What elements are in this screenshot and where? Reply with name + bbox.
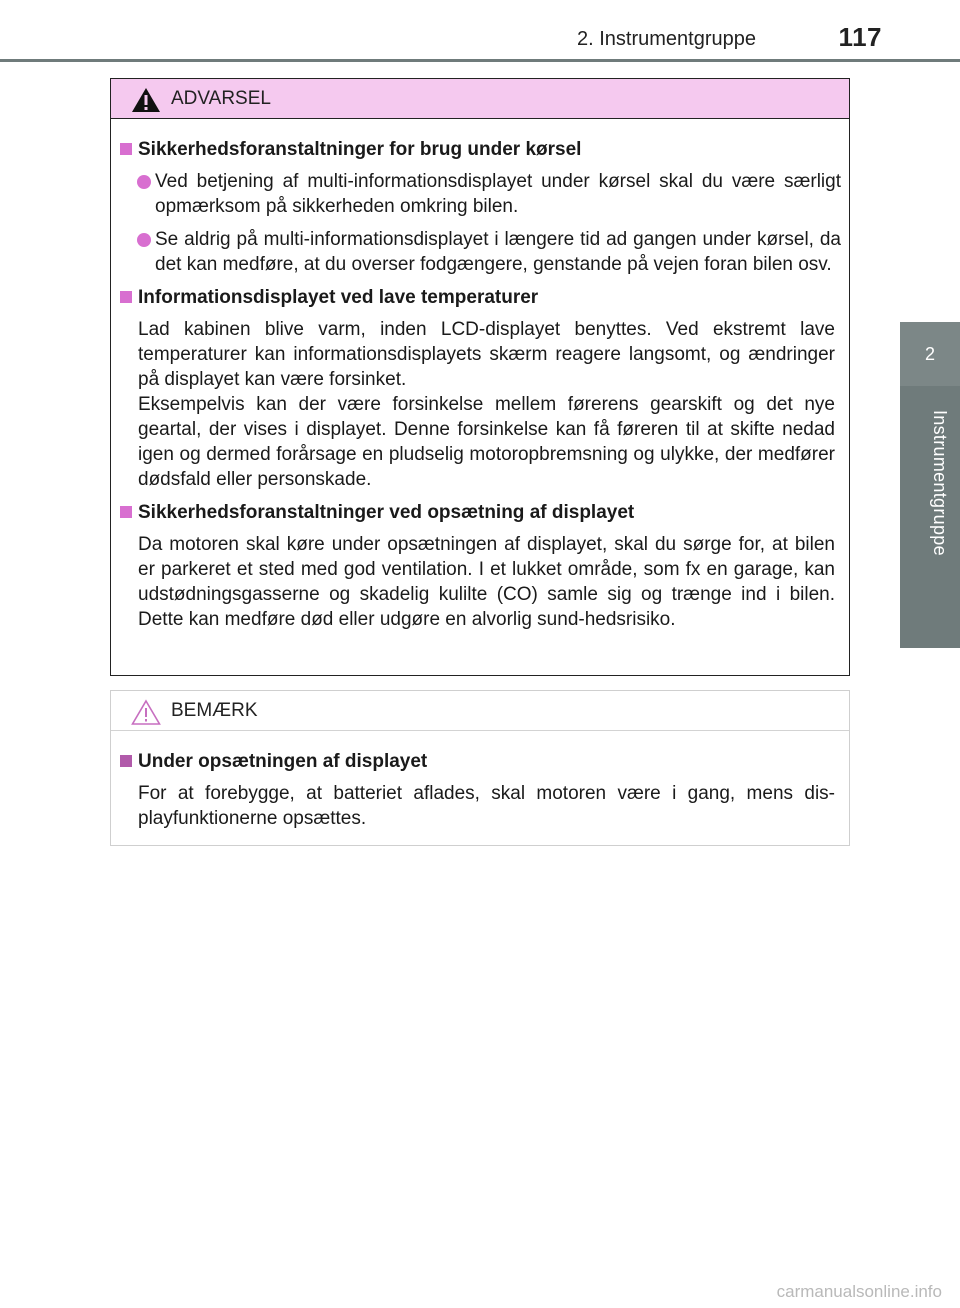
warning-section-heading: Sikkerhedsforanstaltninger ved opsætning af displayet xyxy=(118,500,841,526)
notice-paragraph: For at forebygge, at batteriet aflades, skal motoren være i gang, mens dis-playfunktionerne opsættes. xyxy=(138,783,835,829)
warning-bullet: Se aldrig på multi-informationsdisplayet i længere tid ad gangen under kørsel, da det kan medføre, at du overser fodgængere, genstande på vejen foran bilen osv. xyxy=(118,227,841,277)
warning-box-header xyxy=(111,79,849,119)
round-bullet-icon xyxy=(137,175,151,189)
notice-triangle-icon xyxy=(131,699,161,730)
notice-box-body xyxy=(111,731,849,831)
warning-section-heading: Informationsdisplayet ved lave temperaturer xyxy=(118,285,841,311)
square-bullet-icon xyxy=(120,291,132,303)
square-bullet-icon xyxy=(120,506,132,518)
warning-bullet: Ved betjening af multi-informationsdisplayet under kørsel skal du være særligt opmærksom på sikkerheden omkring bilen. xyxy=(118,169,841,219)
warning-paragraph: Lad kabinen blive varm, inden LCD-displayet benyttes. Ved ekstremt lave temperaturer kan informationsdisplayets skærm reagere langsomt, og ændringer på displayet kan være forsinket. Eksempelvis kan der være forsinkelse mellem førerens gearskift og det nye geartal, der vises i displayet. Denne forsinkelse kan få føreren til at skifte nedad igen og dermed forårsage en pludselig motoropbremsning og ulykke, der medfører dødsfald eller personskade. xyxy=(138,319,835,490)
watermark-url: carmanualsonline.info xyxy=(776,1282,942,1301)
warning-triangle-icon xyxy=(131,87,161,118)
chapter-tab-number: 2 xyxy=(924,344,935,364)
notice-box xyxy=(110,690,850,846)
notice-section-heading: Under opsætningen af displayet xyxy=(118,749,841,775)
square-bullet-icon xyxy=(120,143,132,155)
page-number: 117 xyxy=(838,22,882,52)
header-rule xyxy=(0,59,960,62)
square-bullet-icon xyxy=(120,755,132,767)
warning-paragraph: Da motoren skal køre under opsætningen af displayet, skal du sørge for, at bilen er parkeret et sted med god ventilation. I et lukket område, som fx en garage, kan udstødningsgasserne og skadelig kulilte (CO) samle sig og trænge ind i bilen. Dette kan medføre død eller udgøre en alvorlig sund-hedsrisiko. xyxy=(138,534,835,630)
warning-label: ADVARSEL xyxy=(171,88,271,109)
notice-label: BEMÆRK xyxy=(171,700,258,721)
header-section-title: 2. Instrumentgruppe xyxy=(577,28,756,50)
warning-box xyxy=(110,78,850,676)
round-bullet-icon xyxy=(137,233,151,247)
chapter-tab-label: Instrumentgruppe xyxy=(930,410,950,556)
warning-box-body xyxy=(111,119,849,632)
warning-section-heading: Sikkerhedsforanstaltninger for brug under kørsel xyxy=(118,137,841,163)
notice-box-header xyxy=(111,691,849,731)
page-header xyxy=(0,0,960,62)
